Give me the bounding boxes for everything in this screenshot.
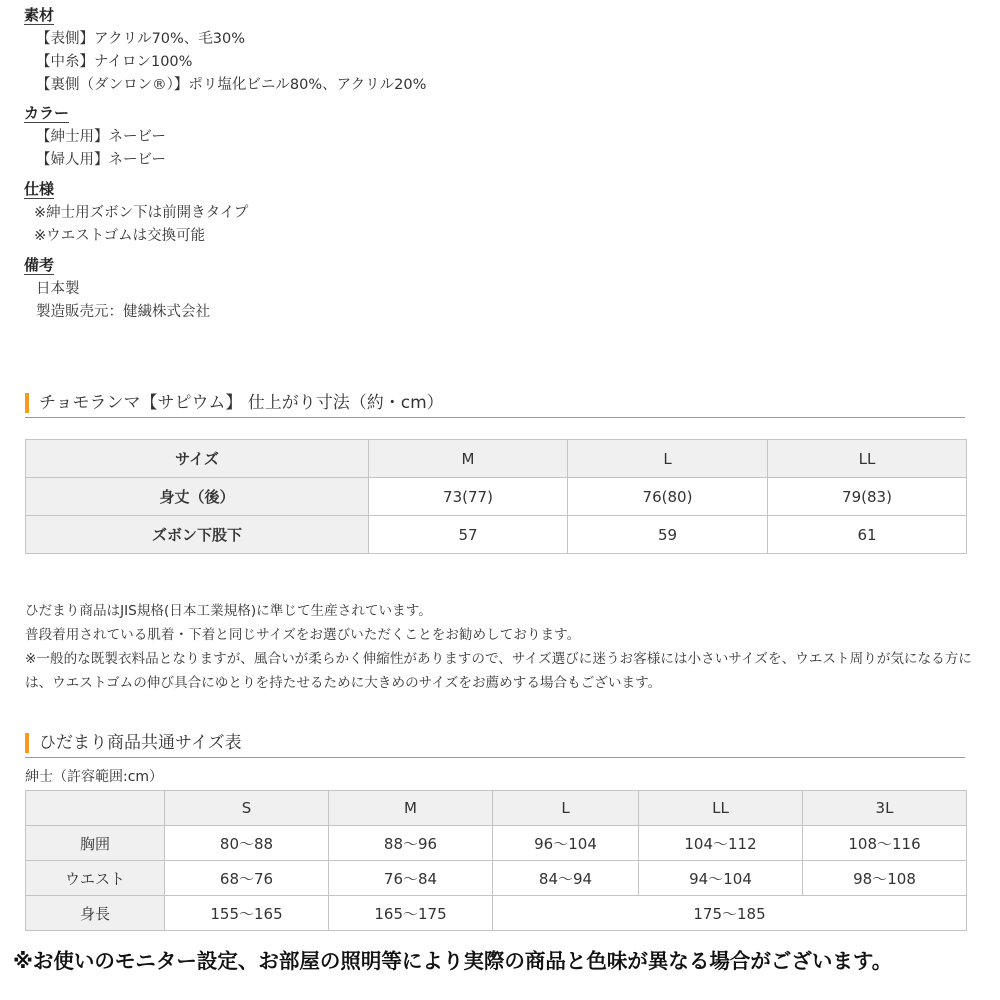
finished-size-title: チョモランマ【サピウム】 仕上がり寸法（約・cm） — [39, 393, 444, 413]
row-label: 身丈（後） — [26, 478, 369, 516]
table-row — [26, 516, 967, 554]
common-size-section-header — [25, 731, 965, 758]
note-line: ひだまり商品はJIS規格(日本工業規格)に準じて生産されています。 — [25, 603, 432, 619]
table-cell: 61 — [768, 516, 967, 554]
table-header-row — [26, 440, 967, 478]
table-cell: 104〜112 — [639, 826, 803, 861]
table-cell: 76(80) — [568, 478, 768, 516]
color-line-2: 【婦人用】ネービー — [36, 152, 166, 168]
common-size-title: ひだまり商品共通サイズ表 — [39, 733, 242, 753]
finished-size-table — [25, 439, 967, 554]
header-cell: L — [493, 791, 639, 826]
table-cell: 94〜104 — [639, 861, 803, 896]
note-line: 普段着用されている肌着・下着と同じサイズをお選びいただくことをお勧めしております。 — [25, 627, 581, 643]
design-heading: 仕様 — [24, 180, 55, 198]
remarks-line-1: 日本製 — [36, 281, 80, 297]
design-line-1: ※紳士用ズボン下は前開きタイプ — [34, 205, 249, 221]
row-label: ウエスト — [26, 861, 165, 896]
row-label: 身長 — [26, 896, 165, 931]
color-line-1: 【紳士用】ネービー — [36, 129, 166, 145]
material-line-1: 【表側】アクリル70%、毛30% — [36, 31, 246, 47]
table-cell: 76〜84 — [329, 861, 493, 896]
header-cell: M — [329, 791, 493, 826]
table-cell: 96〜104 — [493, 826, 639, 861]
color-disclaimer: ※お使いのモニター設定、お部屋の照明等により実際の商品と色味が異なる場合がございます。 — [13, 949, 893, 973]
common-size-subtitle: 紳士（許容範囲:cm） — [25, 769, 164, 785]
table-cell: 59 — [568, 516, 768, 554]
table-cell: 108〜116 — [803, 826, 967, 861]
table-cell: 88〜96 — [329, 826, 493, 861]
table-cell: 79(83) — [768, 478, 967, 516]
note-line: ※一般的な既製衣料品となりますが、風合いが柔らかく伸縮性がありますので、サイズ選びに迷うお客様には小さいサイズを、ウエスト周りが気になる方には、ウエストゴムの伸び具合にゆとりを持たせるために大きめのサイズをお薦めする場合もございます。 — [25, 651, 972, 691]
accent-bar — [25, 393, 29, 413]
table-header-row — [26, 791, 967, 826]
table-cell: 68〜76 — [165, 861, 329, 896]
common-size-table — [25, 790, 967, 931]
table-row — [26, 826, 967, 861]
table-row — [26, 478, 967, 516]
design-line-2: ※ウエストゴムは交換可能 — [34, 228, 206, 244]
header-cell: L — [568, 440, 768, 478]
material-heading: 素材 — [24, 6, 55, 24]
header-cell: M — [369, 440, 568, 478]
finished-size-section-header — [25, 391, 965, 418]
table-cell: 165〜175 — [329, 896, 493, 931]
table-cell: 98〜108 — [803, 861, 967, 896]
material-line-3: 【裏側（ダンロン®）】ポリ塩化ビニル80%、アクリル20% — [36, 77, 427, 93]
row-label: ズボン下股下 — [26, 516, 369, 554]
header-cell: LL — [639, 791, 803, 826]
table-row — [26, 896, 967, 931]
table-cell: 73(77) — [369, 478, 568, 516]
header-cell: LL — [768, 440, 967, 478]
remarks-heading: 備考 — [24, 256, 55, 274]
row-label: 胸囲 — [26, 826, 165, 861]
header-cell: サイズ — [26, 440, 369, 478]
notes-block — [25, 599, 985, 695]
accent-bar — [25, 733, 29, 753]
header-cell: 3L — [803, 791, 967, 826]
table-cell: 57 — [369, 516, 568, 554]
table-row — [26, 861, 967, 896]
remarks-line-2: 製造販売元：健繊株式会社 — [36, 304, 210, 320]
table-cell-merged: 175〜185 — [493, 896, 967, 931]
table-cell: 155〜165 — [165, 896, 329, 931]
header-cell — [26, 791, 165, 826]
material-line-2: 【中糸】ナイロン100% — [36, 54, 193, 70]
color-heading: カラー — [24, 104, 70, 122]
table-cell: 80〜88 — [165, 826, 329, 861]
header-cell: S — [165, 791, 329, 826]
table-cell: 84〜94 — [493, 861, 639, 896]
